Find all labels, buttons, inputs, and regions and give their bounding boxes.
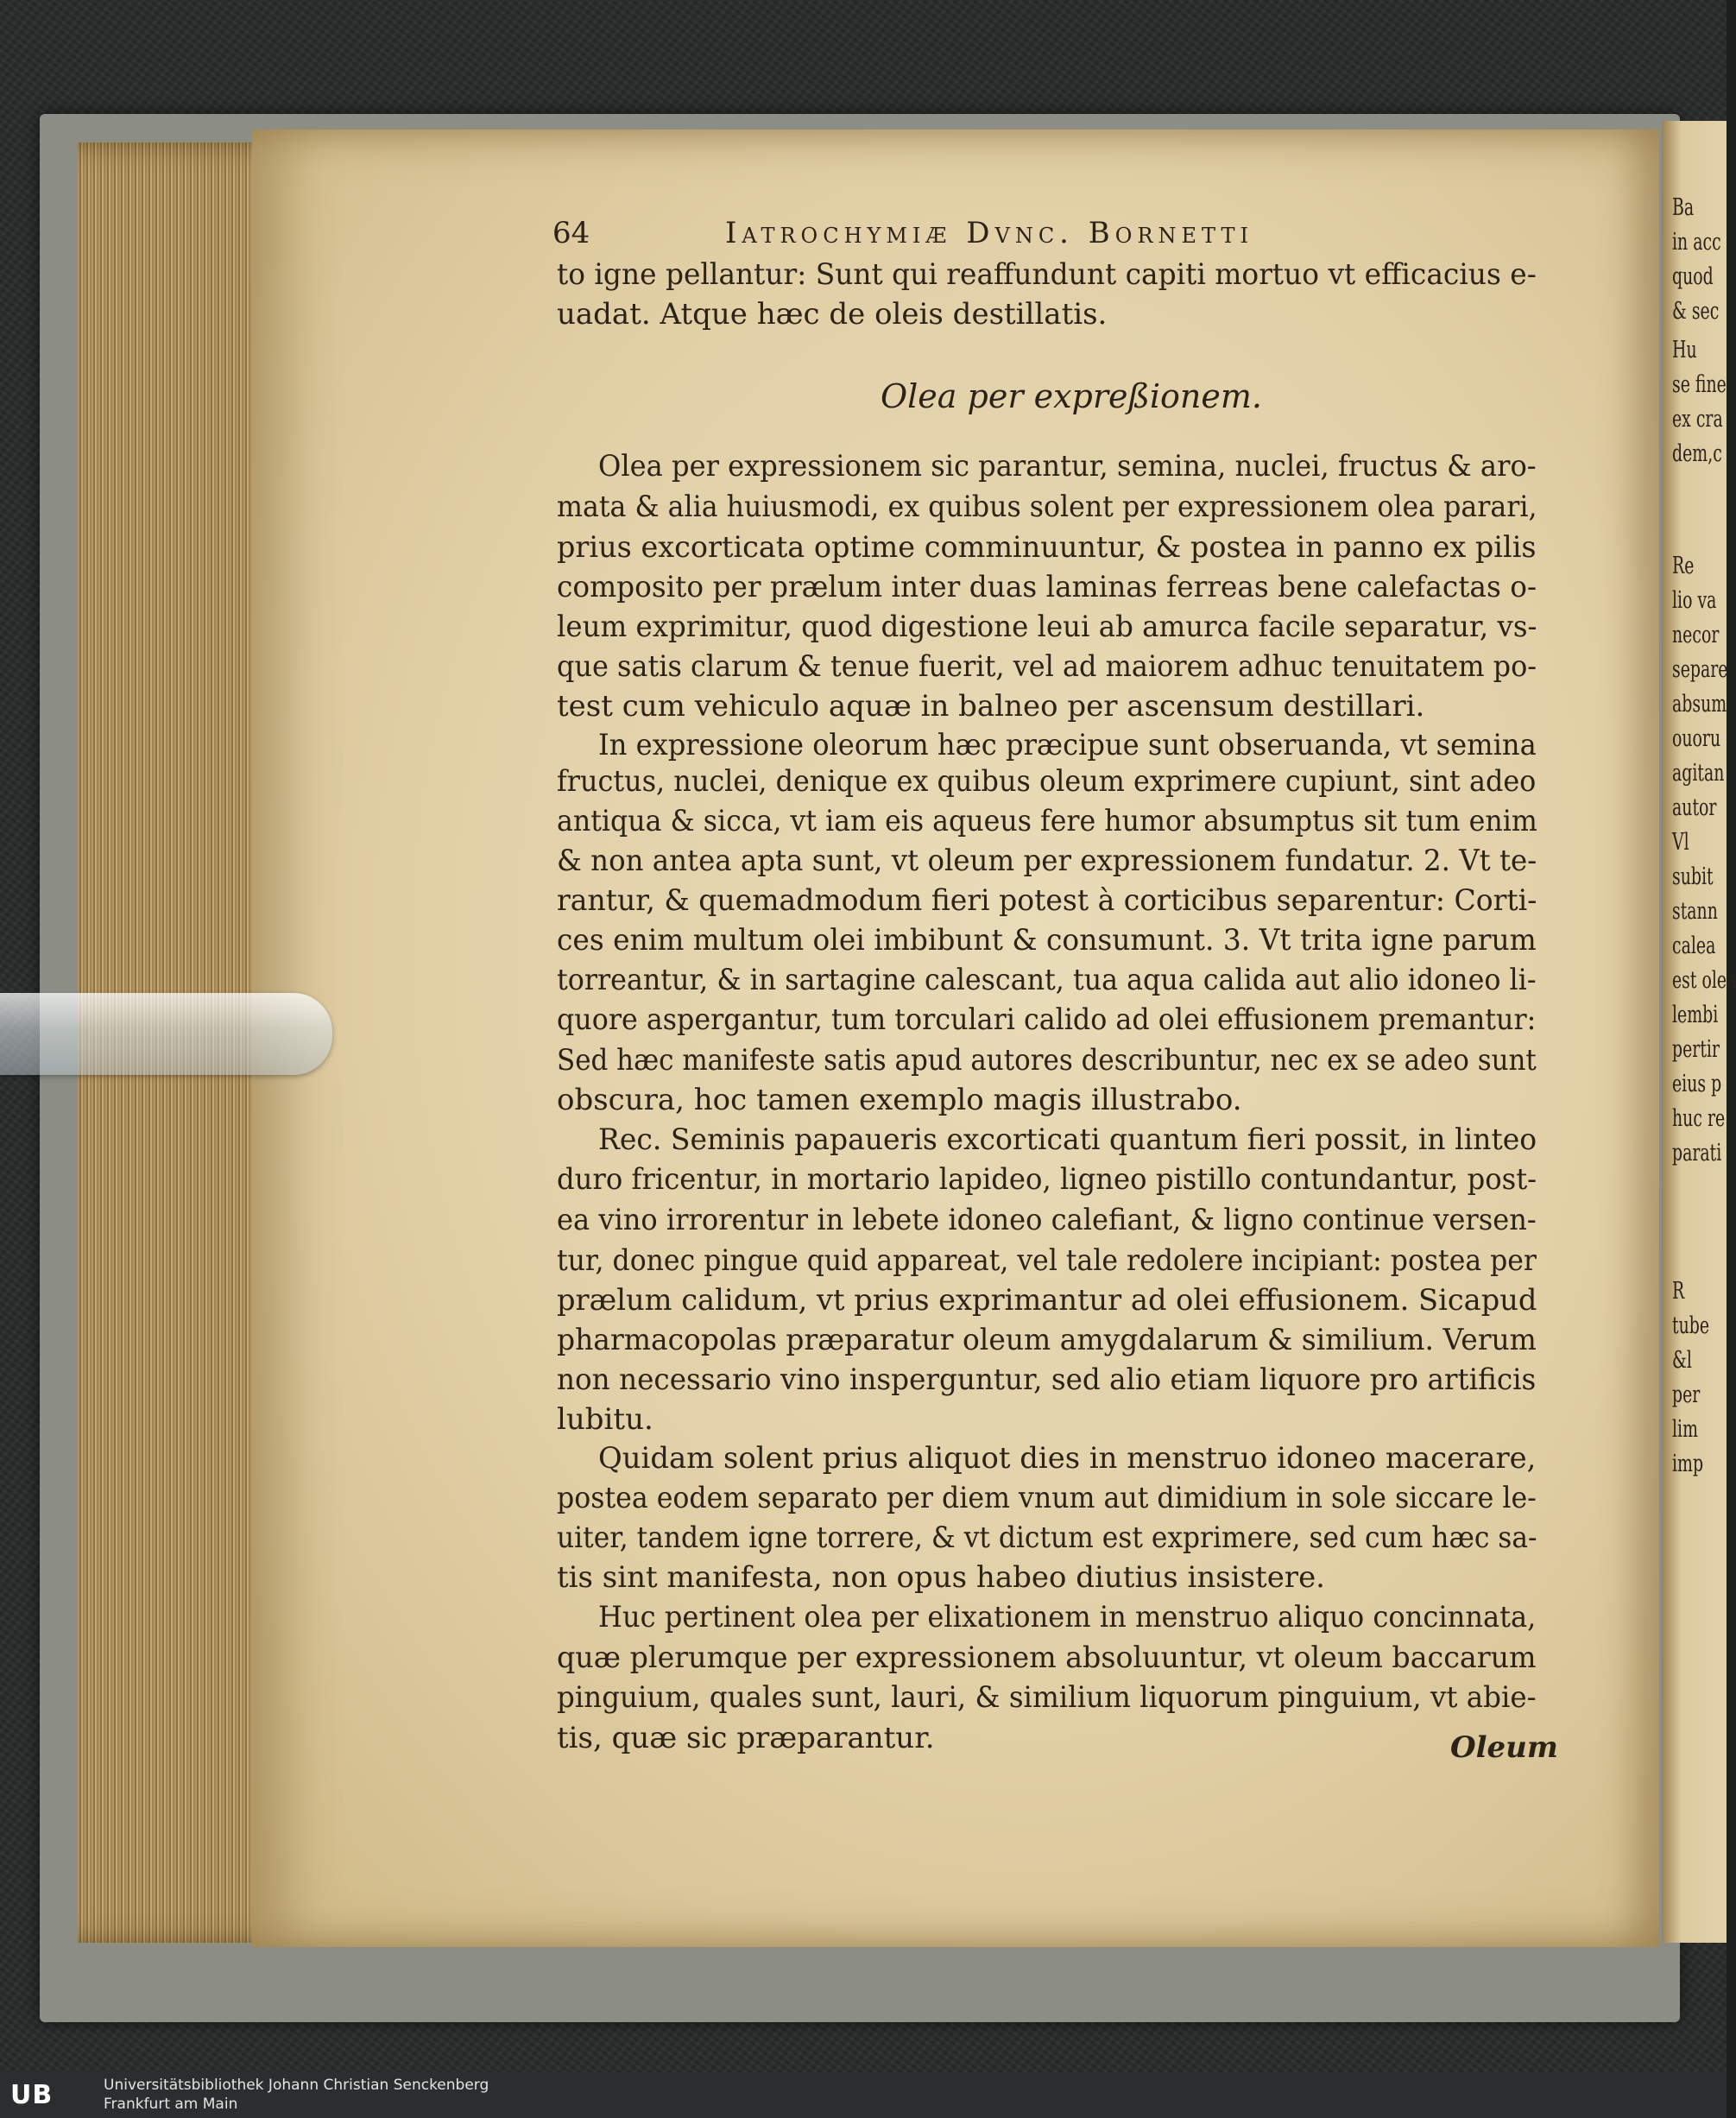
text-line: Quidam solent prius aliquot dies in menstruo idoneo macerare, [598,1441,1537,1476]
facing-page-fragment: &l [1672,1347,1692,1374]
text-line: fructus, nuclei, denique ex quibus oleum exprimere cupiunt, sint adeo [557,764,1537,799]
facing-page-fragment: quod [1672,263,1714,290]
text-line: Huc pertinent olea per elixationem in menstruo aliquo concinnata, [598,1600,1537,1634]
facing-page-fragment: ouoru [1672,725,1721,752]
text-line: In expressione oleorum hæc præcipue sunt obseruanda, vt semina [598,728,1537,762]
facing-page-fragment: lembi [1672,1002,1719,1028]
text-line: uadat. Atque hæc de oleis destillatis. [557,297,1108,332]
facing-page-fragment: eius p [1672,1071,1722,1097]
facing-page-fragment: per [1672,1381,1701,1408]
text-line: prius excorticata optime comminuuntur, & postea in panno ex pilis [557,530,1537,565]
facing-page-fragment: in acc [1672,229,1721,256]
facing-page-fragment: est olea [1672,967,1736,994]
text-line: & non antea apta sunt, vt oleum per expressionem fundatur. 2. Vt te- [557,844,1537,878]
running-title: Iatrochymiæ Dvnc. Bornetti [725,216,1253,250]
text-line: mata & alia huiusmodi, ex quibus solent per expressionem olea parari, [557,490,1537,524]
text-line: rantur, & quemadmodum fieri potest à corticibus separentur: Corti- [557,883,1537,918]
facing-page-fragment: necor [1672,622,1720,648]
facing-page-fragment: Ba [1672,194,1695,221]
facing-page-fragment: lim [1672,1416,1699,1443]
text-line: pinguium, quales sunt, lauri, & similium liquorum pinguium, vt abie- [557,1680,1537,1715]
facing-page [1662,121,1736,1943]
text-line: non necessario vino insperguntur, sed alio etiam liquore pro artificis [557,1362,1537,1397]
text-line: postea eodem separato per diem vnum aut dimidium in sole siccare le- [557,1481,1537,1515]
text-line: quæ plerumque per expressionem absoluuntur, vt oleum baccarum [557,1641,1537,1675]
facing-page-fragment: imp [1672,1451,1704,1477]
text-line: quore aspergantur, tum torculari calido ad olei effusionem premantur: [557,1002,1537,1037]
text-line: lubitu. [557,1402,653,1437]
facing-page-fragment: parati [1672,1140,1722,1166]
text-line: composito per prælum inter duas laminas ferreas bene calefactas o- [557,570,1537,604]
facing-page-fragment: se fine [1672,371,1727,398]
page-number: 64 [552,216,590,250]
facing-page-fragment: tube [1672,1312,1710,1339]
text-line: obscura, hoc tamen exemplo magis illustrabo. [557,1083,1242,1117]
facing-page-fragment: Hu [1672,337,1697,364]
text-line: antiqua & sicca, vt iam eis aqueus fere humor absumptus sit tum enim [557,804,1537,838]
library-city: Frankfurt am Main [104,2096,238,2113]
facing-page-fragment: stann [1672,898,1718,925]
facing-page-fragment: lio va [1672,587,1717,614]
text-line: tis sint manifesta, non opus habeo diutius insistere. [557,1560,1325,1595]
facing-page-fragment: dem,c [1672,440,1722,467]
facing-page-fragment: separe [1672,656,1728,683]
text-line: Sed hæc manifeste satis apud autores describuntur, nec ex se adeo sunt [557,1043,1537,1078]
text-line: uiter, tandem igne torrere, & vt dictum est exprimere, sed cum hæc sa- [557,1521,1537,1555]
facing-page-fragment: & sec [1672,298,1720,325]
text-line: Rec. Seminis papaueris excorticati quantum fieri possit, in linteo [598,1122,1537,1157]
text-line: ces enim multum olei imbibunt & consumunt. 3. Vt trita igne parum [557,923,1537,958]
text-line: tis, quæ sic præparantur. [557,1721,935,1755]
text-line: prælum calidum, vt prius exprimantur ad olei effusionem. Sicapud [557,1283,1537,1318]
text-line: torreantur, & in sartagine calescant, tua aqua calida aut alio idoneo li- [557,963,1537,997]
library-name: Universitätsbibliothek Johann Christian Senckenberg [104,2077,489,2094]
library-logo: UB [10,2080,54,2110]
facing-page-fragment: Re [1672,553,1695,579]
section-heading: Olea per expreßionem. [881,377,1262,415]
text-line: to igne pellantur: Sunt qui reaffundunt capiti mortuo vt efficacius e- [557,257,1537,292]
text-line: pharmacopolas præparatur oleum amygdalarum & similium. Verum [557,1323,1537,1357]
facing-page-fragment: huc re [1672,1105,1726,1132]
facing-page-fragment: absum [1672,691,1727,718]
text-line: duro fricentur, in mortario lapideo, ligneo pistillo contundantur, post- [557,1162,1537,1197]
facing-page-fragment: agitan [1672,760,1725,787]
text-line: que satis clarum & tenue fuerit, vel ad maiorem adhuc tenuitatem po- [557,649,1537,684]
footer-bar [0,2072,1727,2118]
text-line: Olea per expressionem sic parantur, semina, nuclei, fructus & aro- [598,449,1537,484]
text-line: test cum vehiculo aquæ in balneo per ascensum destillari. [557,689,1425,724]
facing-page-fragment: Vl [1672,829,1689,856]
facing-page-fragment: subit [1672,863,1714,890]
text-line: tur, donec pingue quid appareat, vel tale redolere incipiant: postea per [557,1243,1537,1278]
text-line: ea vino irrorentur in lebete idoneo calefiant, & ligno continue versen- [557,1203,1537,1237]
glass-page-holder [0,993,332,1075]
facing-page-fragment: calea [1672,933,1716,959]
facing-page-fragment: autor [1672,794,1717,821]
facing-page-fragment: pertir [1672,1036,1720,1063]
text-line: leum exprimitur, quod digestione leui ab amurca facile separatur, vs- [557,610,1537,644]
facing-page-fragment: ex cra [1672,406,1723,433]
catchword: Oleum [1450,1730,1558,1765]
facing-page-fragment: R [1672,1278,1685,1305]
